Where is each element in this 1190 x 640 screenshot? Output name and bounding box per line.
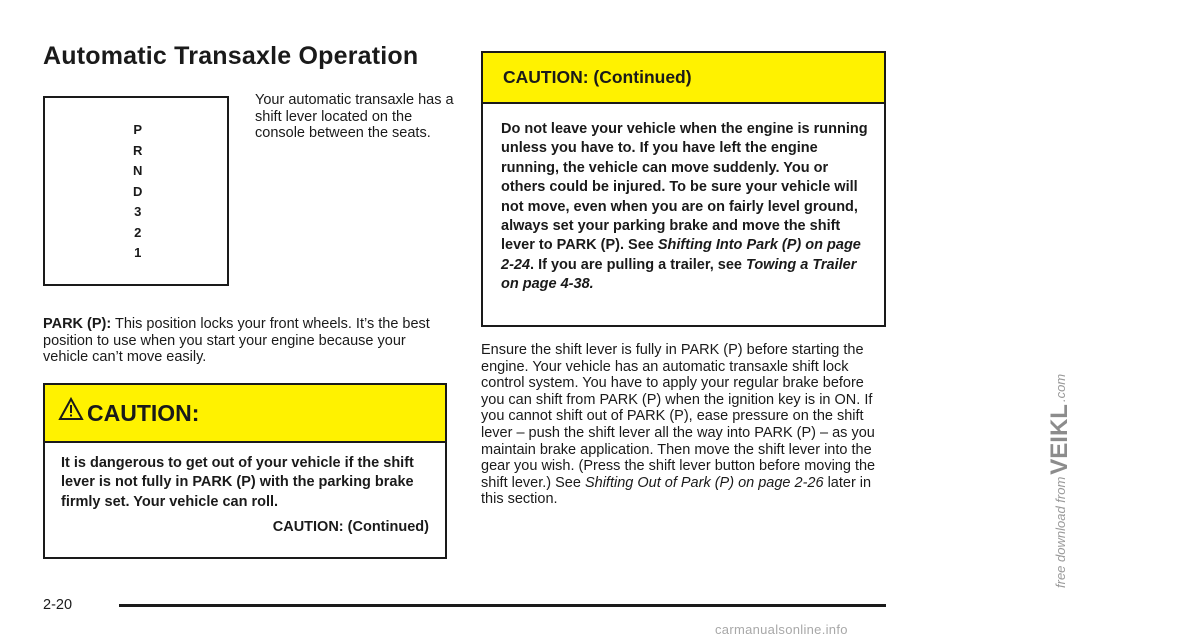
footer-site-text: carmanualsonline.info bbox=[715, 622, 848, 637]
gear-position: 3 bbox=[134, 204, 142, 219]
shift-lock-text-part2: later in this section. bbox=[481, 474, 872, 508]
towing-reference: Towing a Trailer on page 4-38. bbox=[501, 256, 857, 293]
caution-continued-box bbox=[481, 51, 886, 327]
gear-position: N bbox=[133, 163, 143, 178]
watermark-suffix: .com bbox=[1052, 373, 1068, 403]
gear-position: R bbox=[133, 142, 143, 158]
gear-position: D bbox=[133, 183, 143, 199]
caution-body bbox=[45, 443, 445, 538]
caution-text-part1: Do not leave your vehicle when the engine is running unless you have to. If you have left the engine running, the vehicle can move suddenly. You or others could be injured. To be sure your vehicle will not move, even when you are on fairly level ground, always set your parking brake and move the shift lever to PARK (P). See bbox=[501, 121, 868, 254]
caution-box bbox=[43, 383, 447, 559]
caution-continued: CAUTION: (Continued) bbox=[272, 519, 429, 536]
gear-position: P bbox=[133, 122, 143, 137]
watermark-brand: VEIKL bbox=[1046, 404, 1073, 475]
park-shift-reference: Shifting Into Park (P) on page 2-24 bbox=[501, 237, 861, 273]
caution-text: It is dangerous to get out of your vehicle if the shift lever is not fully in PARK (P) with the parking brake firmly set. Your vehicle can roll. bbox=[61, 455, 414, 510]
caution-continued-body bbox=[483, 104, 884, 295]
gear-position: 2 bbox=[134, 224, 142, 240]
gear-position: 1 bbox=[134, 245, 142, 260]
park-text: This position locks your front wheels. It’s the best position to use when you start your engine because your vehicle can’t move easily. bbox=[43, 316, 430, 366]
page-title: Automatic Transaxle Operation bbox=[43, 42, 419, 70]
park-label: PARK (P): bbox=[43, 316, 112, 332]
shift-lock-paragraph bbox=[481, 342, 891, 508]
shift-lock-text-part1: Ensure the shift lever is fully in PARK (P) before starting the engine. Your vehicle has an automatic transaxle shift lock control system. You have to apply your regular brake before you can shift from PARK (P) when the ignition key is in ON. If you cannot shift out of PARK (P), ease pressure on the shift lever – push the shift lever all the way into PARK (P) – as you maintain brake application. Then move the shift lever into the gear you wish. (Press the shift lever button before moving the shift lever.) See bbox=[481, 342, 876, 491]
intro-paragraph: Your automatic transaxle has a shift lever located on the console between the seats. bbox=[255, 92, 454, 142]
park-paragraph bbox=[43, 316, 453, 366]
warning-triangle-icon bbox=[59, 397, 83, 421]
caution-text-part2: . If you are pulling a trailer, see bbox=[530, 256, 746, 273]
gear-positions-list bbox=[133, 120, 142, 264]
shift-out-of-park-reference: Shifting Out of Park (P) on page 2-26 bbox=[584, 474, 824, 491]
caution-continued-header: CAUTION: (Continued) bbox=[483, 53, 884, 104]
watermark-prefix: free download from bbox=[1052, 476, 1068, 588]
footer-rule bbox=[119, 604, 886, 607]
page-number: 2-20 bbox=[43, 597, 73, 613]
watermark bbox=[930, 373, 1190, 588]
caution-label: CAUTION: bbox=[87, 399, 200, 426]
caution-header bbox=[45, 385, 445, 443]
shift-lever-diagram bbox=[43, 96, 229, 286]
